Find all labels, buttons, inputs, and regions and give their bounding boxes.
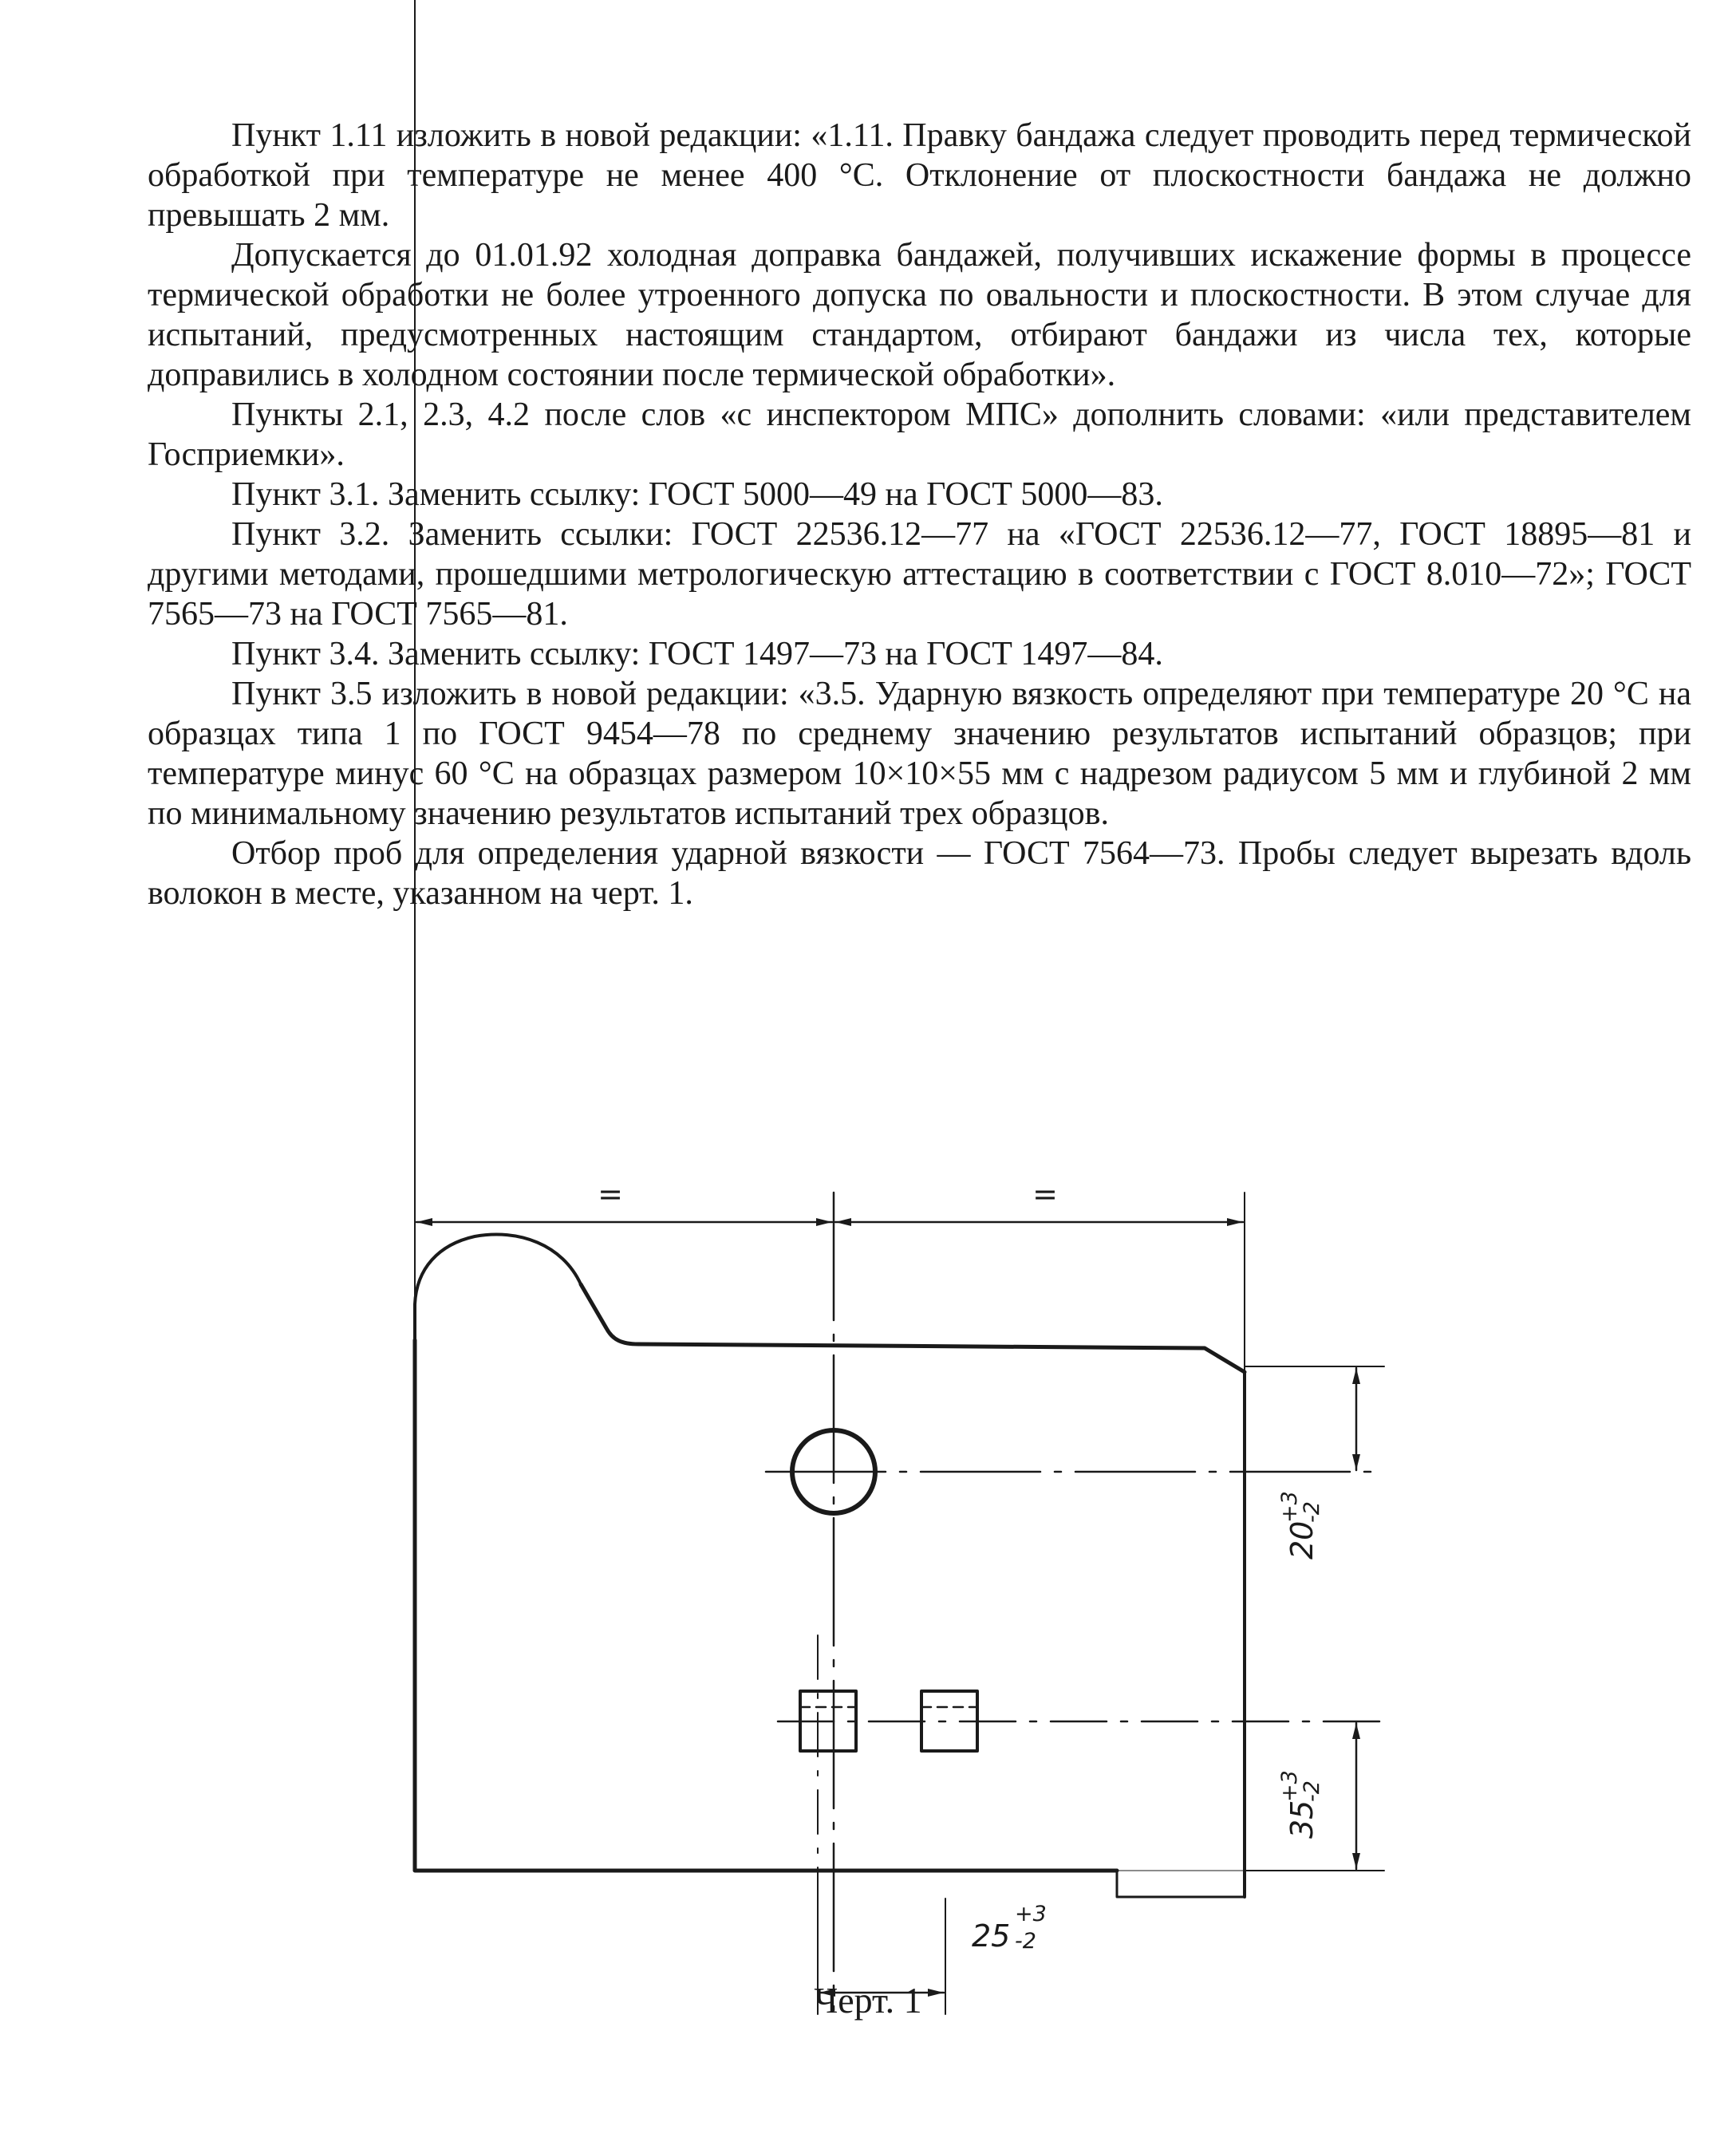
paragraph-3-2: Пункт 3.2. Заменить ссылки: ГОСТ 22536.12—77 на «ГОСТ 22536.12—77, ГОСТ 18895—81 и другими методами, прошедшими метрологическую аттестацию в соответствии с ГОСТ 8.010—72»; ГОСТ 7565—73 на ГОСТ 7565—81. <box>148 516 1691 633</box>
paragraph-sampling: Отбор проб для определения ударной вязкости — ГОСТ 7564—73. Пробы следует вырезать вдоль волокон в месте, указанном на черт. 1. <box>148 835 1691 912</box>
upper-dim-tol-plus: +3 <box>1277 1491 1302 1523</box>
horizontal-dim-tol-plus: +3 <box>1015 1902 1047 1926</box>
paragraph-3-1: Пункт 3.1. Заменить ссылку: ГОСТ 5000—49 на ГОСТ 5000—83. <box>231 476 1163 513</box>
upper-dim-tol-minus: -2 <box>1300 1501 1324 1523</box>
figure-caption: Черт. 1 <box>814 1980 922 2021</box>
section-outline-left <box>415 1340 1117 1871</box>
equal-mark-right: = <box>1032 1177 1058 1212</box>
horizontal-dim-value: 25 <box>972 1918 1011 1954</box>
upper-dim-value: 20 <box>1284 1520 1320 1559</box>
horizontal-dim-tol-minus: -2 <box>1015 1929 1036 1954</box>
paragraph-cold-straightening: Допускается до 01.01.92 холодная доправка бандажей, получивших искажение формы в процессе термической обработки не более утроенного допуска по овальности и плоскостности. В этом случае для испытаний, предусмотренных настоящим стандартом, отбирают бандажи из числа тех, которые доправились в холодном состоянии после термической обработки». <box>148 237 1691 393</box>
section-outline <box>415 1235 1245 1898</box>
paragraph-2-1: Пункты 2.1, 2.3, 4.2 после слов «с инспектором МПС» дополнить словами: «или представителем Госприемки». <box>148 396 1691 473</box>
lower-dim-tol-plus: +3 <box>1277 1770 1302 1802</box>
lower-dim-tol-minus: -2 <box>1300 1780 1324 1802</box>
paragraph-3-5: Пункт 3.5 изложить в новой редакции: «3.5. Ударную вязкость определяют при температуре 20 °С на образцах типа 1 по ГОСТ 9454—78 по среднему значению результатов испытаний образцов; при температуре минус 60 °С на образцах размером 10×10×55 мм с надрезом радиусом 5 мм и глубиной 2 мм по минимальному значению результатов испытаний трех образцов. <box>148 676 1691 832</box>
paragraph-3-4: Пункт 3.4. Заменить ссылку: ГОСТ 1497—73 на ГОСТ 1497—84. <box>231 636 1163 672</box>
paragraph-1-11: Пункт 1.11 изложить в новой редакции: «1.11. Правку бандажа следует проводить перед термической обработкой при температуре не менее 400 °С. Отклонение от плоскостности бандажа не должно превышать 2 мм. <box>148 117 1691 234</box>
lower-dim-value: 35 <box>1284 1800 1320 1839</box>
equal-mark-left: = <box>598 1177 623 1212</box>
